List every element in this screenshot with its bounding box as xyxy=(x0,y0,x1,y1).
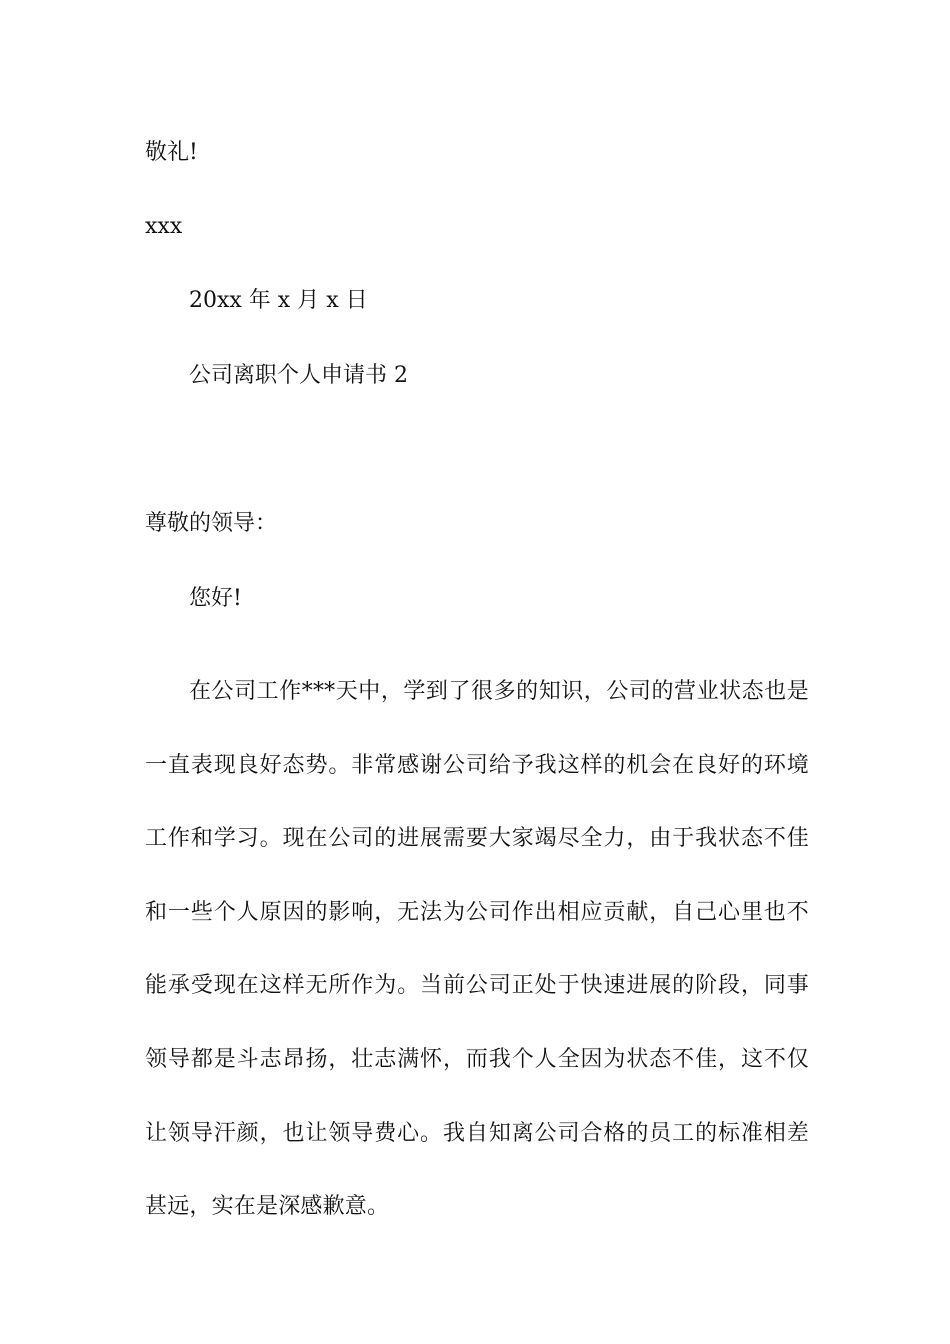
body-paragraph: 在公司工作***天中，学到了很多的知识，公司的营业状态也是一直表现良好态势。非常感谢公司给予我这样的机会在良好的环境工作和学习。现在公司的进展需要大家竭尽全力，由于我状态不佳和一些个人原因的影响，无法为公司作出相应贡献，自己心里也不能承受现在这样无所作为。当前公司正处于快速进展的阶段，同事领导都是斗志昂扬，壮志满怀，而我个人全因为状态不佳，这不仅让领导汗颜，也让领导费心。我自知离公司合格的员工的标准相差甚远，实在是深感歉意。 xyxy=(145,679,809,1220)
closing-text: 敬礼! xyxy=(145,140,198,165)
section-title: 公司离职个人申请书 2 xyxy=(189,363,408,388)
salutation-text: 尊敬的领导： xyxy=(145,511,278,536)
greeting-text: 您好! xyxy=(189,586,242,611)
date-text: 20xx 年 x 月 x 日 xyxy=(189,288,368,313)
signature-text: xxx xyxy=(145,214,183,239)
